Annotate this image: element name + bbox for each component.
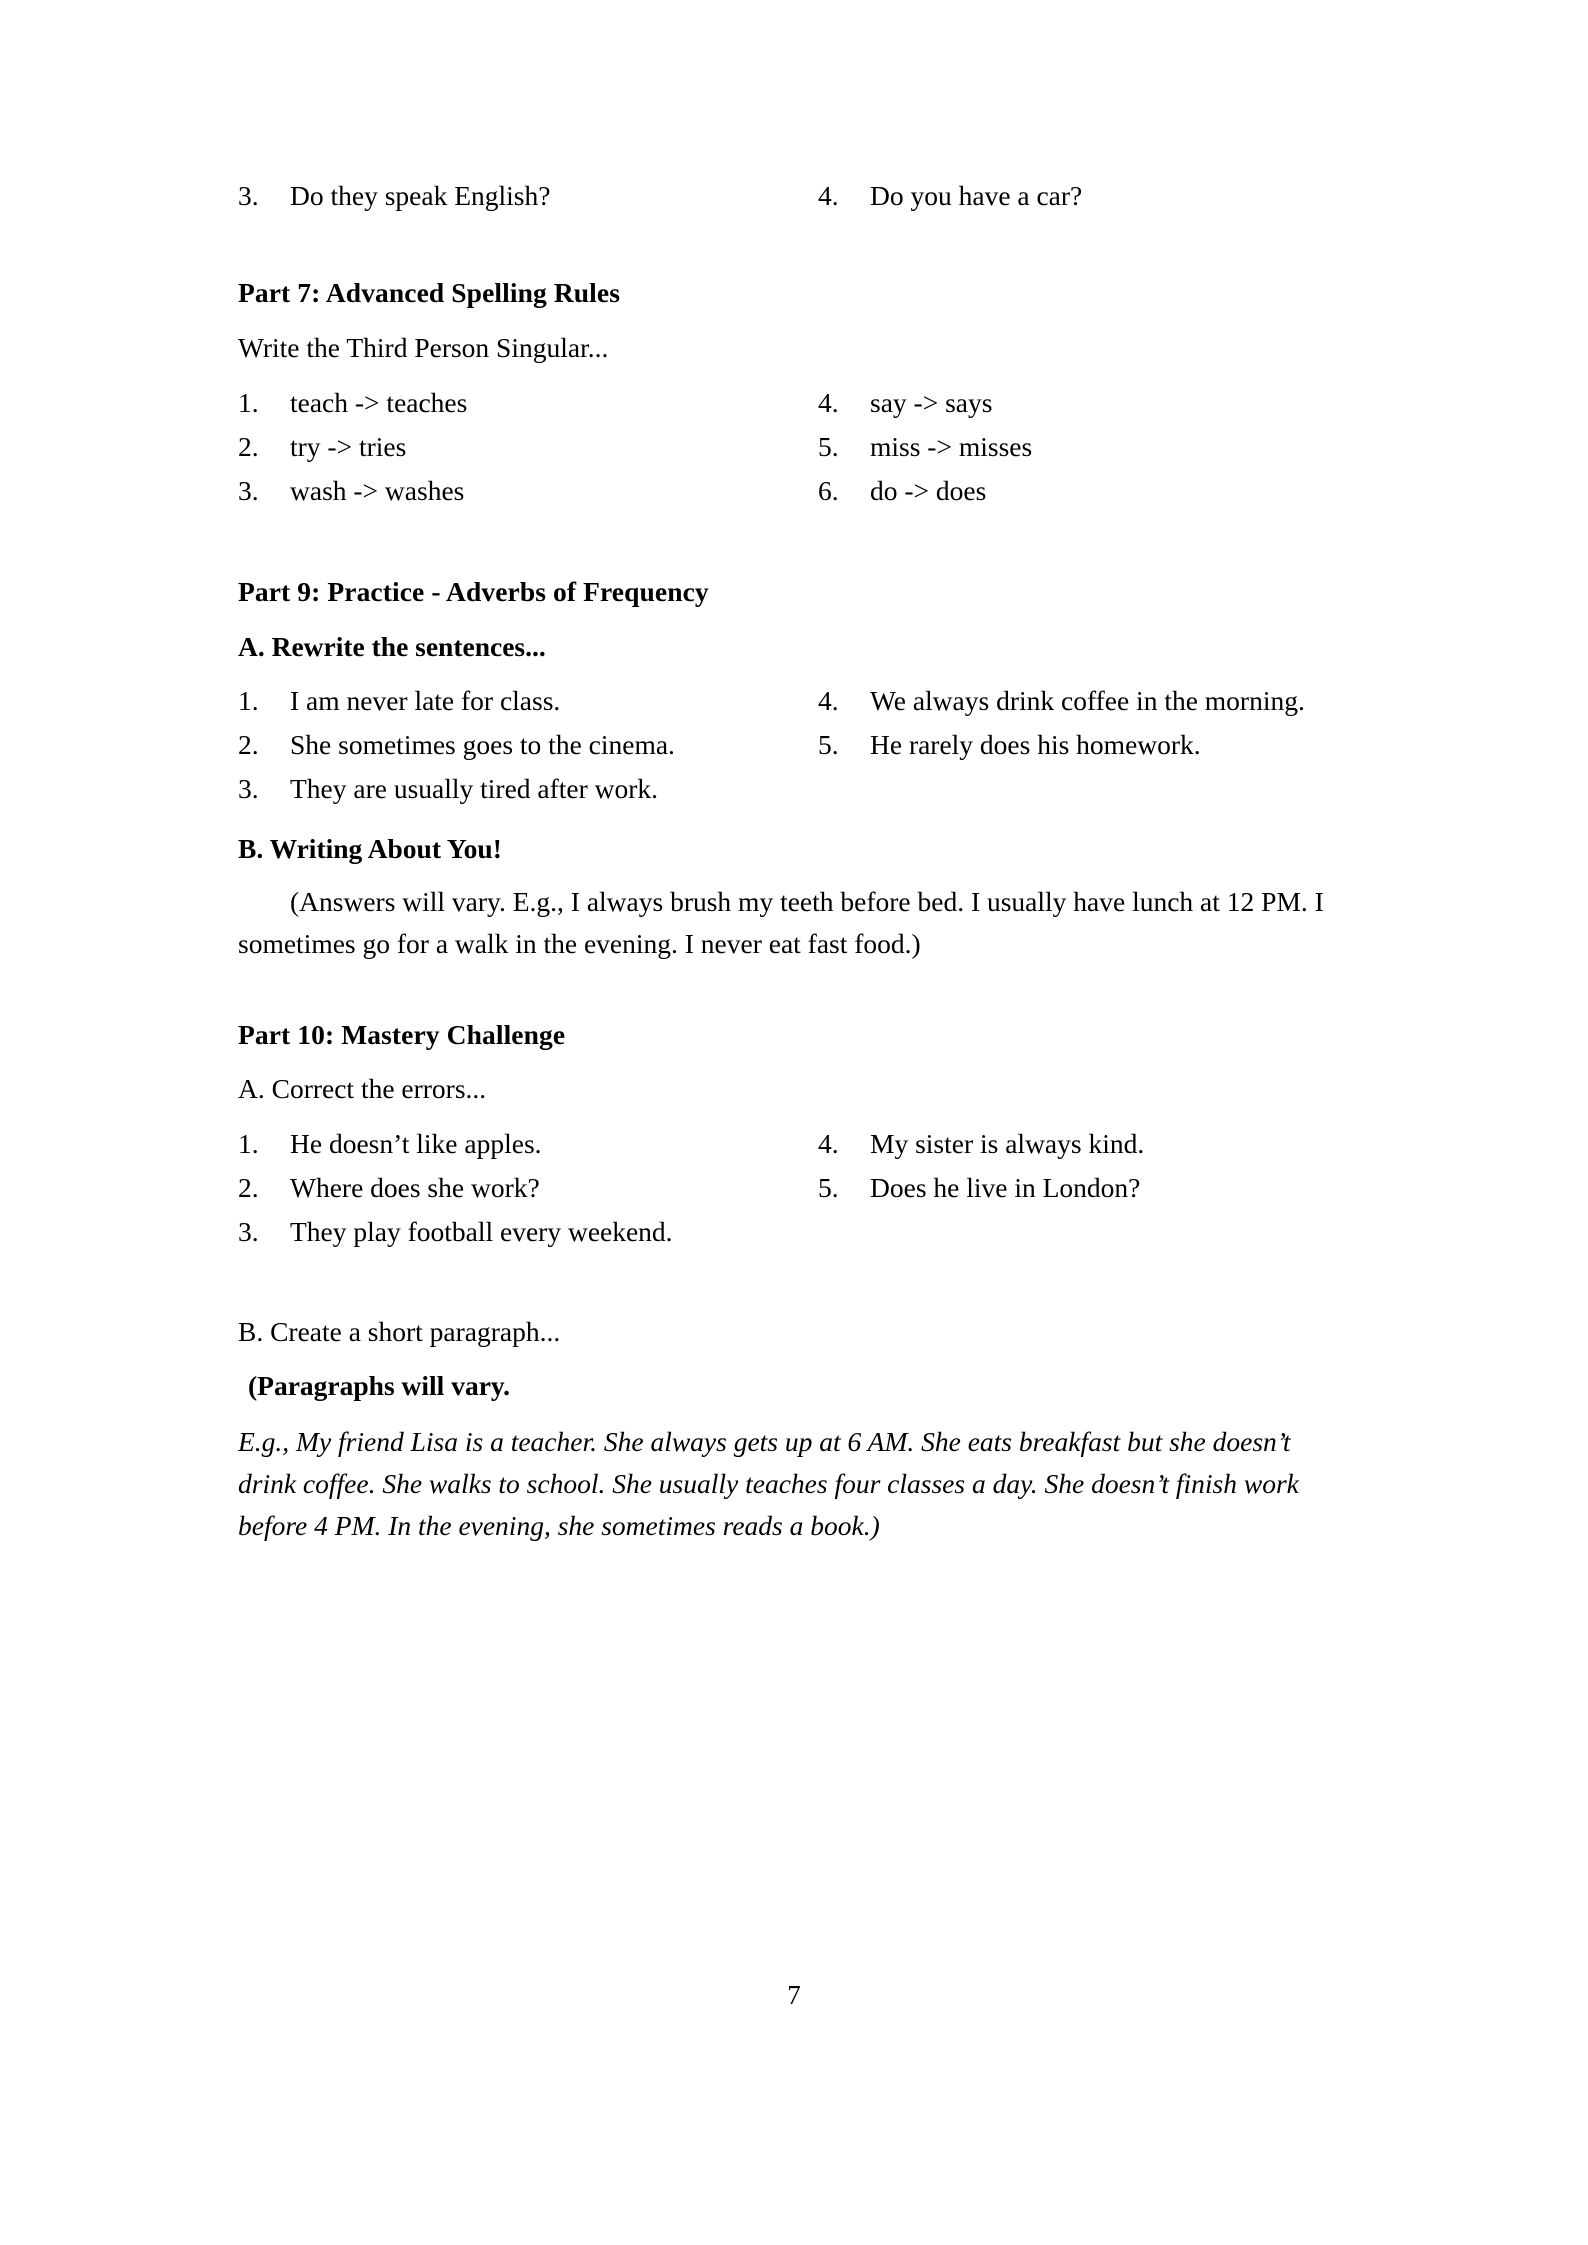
page-content [238, 182, 1340, 1547]
item-number: 3. [238, 180, 259, 211]
part9-section-b-answer: (Answers will vary. E.g., I always brush my teeth before bed. I usually have lunch at 12 PM. I sometimes go for a walk in the evening. I never eat fast food.) [238, 885, 1324, 959]
item-text: say -> says [870, 387, 993, 418]
list-item [818, 182, 1082, 210]
list-item [238, 182, 550, 210]
item-text: teach -> teaches [290, 387, 468, 418]
item-number: 1. [238, 685, 259, 716]
list-item [818, 389, 992, 417]
part10-section-b-answer-italic: E.g., My friend Lisa is a teacher. She always gets up at 6 AM. She eats breakfast but she doesn’t drink coffee. She walks to school. She usually teaches four classes a day. She doesn’t finish work before 4 PM. In the evening, she sometimes reads a book.) [238, 1425, 1299, 1541]
item-number: 5. [818, 1171, 839, 1203]
list-item [818, 1127, 1145, 1159]
part7-list [238, 389, 1340, 520]
part7-instruction: Write the Third Person Singular... [238, 331, 609, 363]
item-number: 1. [238, 387, 259, 418]
part9-heading: Part 9: Practice - Adverbs of Frequency [238, 576, 709, 607]
list-item [238, 1171, 540, 1203]
part10-heading: Part 10: Mastery Challenge [238, 1018, 566, 1050]
item-number: 3. [238, 1215, 259, 1247]
list-item [818, 477, 986, 505]
item-text: wash -> washes [290, 475, 465, 506]
part9-section-b-heading: B. Writing About You! [238, 833, 502, 864]
item-text: try -> tries [290, 431, 407, 462]
item-number: 5. [818, 729, 839, 760]
list-item [238, 775, 658, 803]
list-item [238, 1215, 673, 1247]
item-number: 3. [238, 475, 259, 506]
item-text: I am never late for class. [290, 685, 561, 716]
list-item [818, 731, 1201, 759]
list-item [238, 389, 467, 417]
item-text: do -> does [870, 475, 987, 506]
part10-section-b-answer-bold: (Paragraphs will vary. [248, 1370, 511, 1401]
item-number: 6. [818, 475, 839, 506]
item-text: Where does she work? [290, 1171, 540, 1203]
page-number: 7 [787, 1980, 801, 2010]
item-number: 5. [818, 431, 839, 462]
list-item [818, 433, 1032, 461]
item-number: 2. [238, 1171, 259, 1203]
list-item [818, 687, 1305, 715]
list-item [238, 433, 406, 461]
item-text: Do you have a car? [870, 180, 1083, 211]
item-number: 2. [238, 431, 259, 462]
item-number: 4. [818, 1127, 839, 1159]
item-text: He rarely does his homework. [870, 729, 1201, 760]
part10-section-a-heading: A. Correct the errors... [238, 1073, 487, 1104]
item-text: Do they speak English? [290, 180, 551, 211]
list-item [238, 1127, 542, 1159]
top-questions-list [238, 182, 1340, 246]
item-text: They are usually tired after work. [290, 773, 659, 804]
item-number: 3. [238, 773, 259, 804]
item-number: 2. [238, 729, 259, 760]
list-item [818, 1171, 1141, 1203]
item-number: 4. [818, 387, 839, 418]
list-item [238, 731, 675, 759]
item-number: 1. [238, 1127, 259, 1159]
part10-section-a-list [238, 1127, 1340, 1261]
item-text: miss -> misses [870, 431, 1033, 462]
item-text: My sister is always kind. [870, 1127, 1145, 1159]
item-text: They play football every weekend. [290, 1215, 673, 1247]
item-number: 4. [818, 180, 839, 211]
item-number: 4. [818, 685, 839, 716]
part10-section-b-heading: B. Create a short paragraph... [238, 1315, 561, 1347]
list-item [238, 477, 464, 505]
item-text: Does he live in London? [870, 1171, 1141, 1203]
list-item [238, 687, 560, 715]
item-text: He doesn’t like apples. [290, 1127, 542, 1159]
part9-section-a-list [238, 687, 1340, 818]
item-text: We always drink coffee in the morning. [870, 685, 1305, 716]
part7-heading: Part 7: Advanced Spelling Rules [238, 277, 621, 308]
part9-section-a-heading: A. Rewrite the sentences... [238, 630, 546, 662]
item-text: She sometimes goes to the cinema. [290, 729, 675, 760]
